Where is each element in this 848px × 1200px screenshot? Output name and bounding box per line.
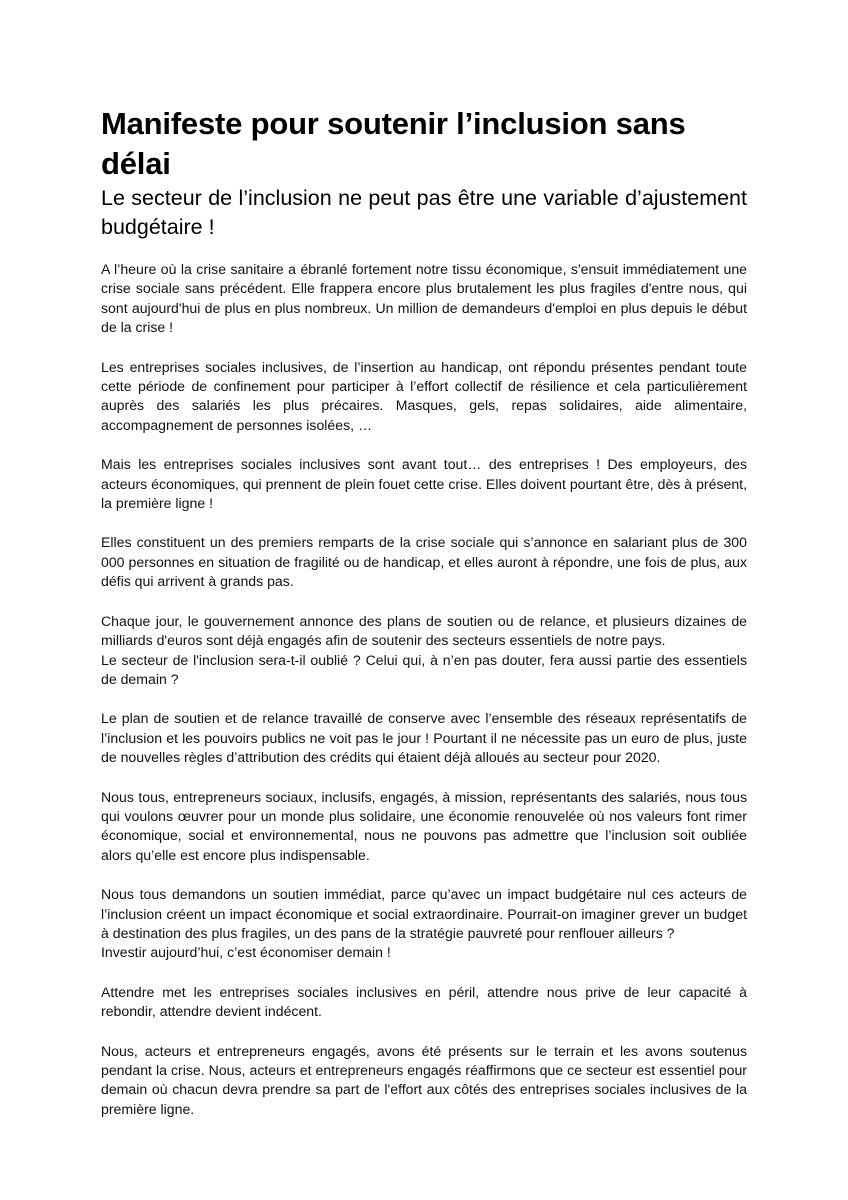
paragraph-ramparts: Elles constituent un des premiers remparts de la crise sociale qui s’annonce en salariant plus de 300 000 personnes en situation de fragilité ou de handicap, et elles auront à répondre, une fois de plus, aux défis qui arrivent à grands pas. [101, 534, 747, 590]
paragraph-government-plans [101, 612, 747, 690]
document-page [101, 104, 747, 1139]
paragraph-crisis: A l’heure où la crise sanitaire a ébranlé fortement notre tissu économique, s'ensuit immédiatement une crise sociale sans précédent. Elle frappera encore plus brutalement les plus fragiles d'entre nous, qui sont aujourd'hui de plus en plus nombreux. Un million de demandeurs d'emploi en plus depuis le début de la crise ! [101, 261, 747, 336]
paragraph-immediate-support [101, 885, 747, 963]
document-subtitle: Le secteur de l’inclusion ne peut pas être une variable d’ajustement budgétaire ! [101, 186, 747, 239]
paragraph-conclusion: Nous, acteurs et entrepreneurs engagés, avons été présents sur le terrain et les avons soutenus pendant la crise. Nous, acteurs et entrepreneurs engagés réaffirmons que ce secteur est essentiel pour demain où chacun devra prendre sa part de l'effort aux côtés des entreprises sociales inclusives de la première ligne. [101, 1042, 747, 1117]
paragraph-response: Les entreprises sociales inclusives, de l’insertion au handicap, ont répondu présentes pendant toute cette période de confinement pour participer à l’effort collectif de résilience et cela particulièrement auprès des salariés les plus précaires. Masques, gels, repas solidaires, aide alimentaire, accompagnement de personnes isolées, … [101, 358, 747, 433]
paragraph-immediate-support-line: Nous tous demandons un soutien immédiat, parce qu’avec un impact budgétaire nul ces acteurs de l’inclusion créent un impact économique et social extraordinaire. Pourrait-on imaginer grever un budget à destination des plus fragiles, un des pans de la stratégie pauvreté pour renflouer ailleurs ? [101, 886, 747, 941]
paragraph-waiting: Attendre met les entreprises sociales inclusives en péril, attendre nous prive de leur capacité à rebondir, attendre devient indécent. [101, 983, 747, 1020]
paragraph-invest-line: Investir aujourd’hui, c’est économiser demain ! [101, 944, 391, 961]
document-title: Manifeste pour soutenir l’inclusion sans délai [101, 106, 686, 181]
paragraph-employers: Mais les entreprises sociales inclusives sont avant tout… des entreprises ! Des employeurs, des acteurs économiques, qui prennent de plein fouet cette crise. Elles doivent pourtant être, dès à présent, la première ligne ! [101, 456, 747, 512]
paragraph-entrepreneurs: Nous tous, entrepreneurs sociaux, inclusifs, engagés, à mission, représentants des salariés, nous tous qui voulons œuvrer pour un monde plus solidaire, une économie renouvelée où nos valeurs font rimer économique, social et environnemental, nous ne pouvons pas admettre que l’inclusion soit oubliée alors qu’elle est encore plus indispensable. [101, 788, 747, 863]
paragraph-support-plan: Le plan de soutien et de relance travaillé de conserve avec l’ensemble des réseaux représentatifs de l’inclusion et les pouvoirs publics ne voit pas le jour ! Pourtant il ne nécessite pas un euro de plus, juste de nouvelles règles d’attribution des crédits qui étaient déjà alloués au secteur pour 2020. [101, 710, 747, 766]
paragraph-inclusion-question-line: Le secteur de l'inclusion sera-t-il oublié ? Celui qui, à n’en pas douter, fera aussi partie des essentiels de demain ? [101, 651, 747, 687]
paragraph-government-plans-line: Chaque jour, le gouvernement annonce des plans de soutien ou de relance, et plusieurs dizaines de milliards d'euros sont déjà engagés afin de soutenir des secteurs essentiels de notre pays. [101, 612, 747, 649]
